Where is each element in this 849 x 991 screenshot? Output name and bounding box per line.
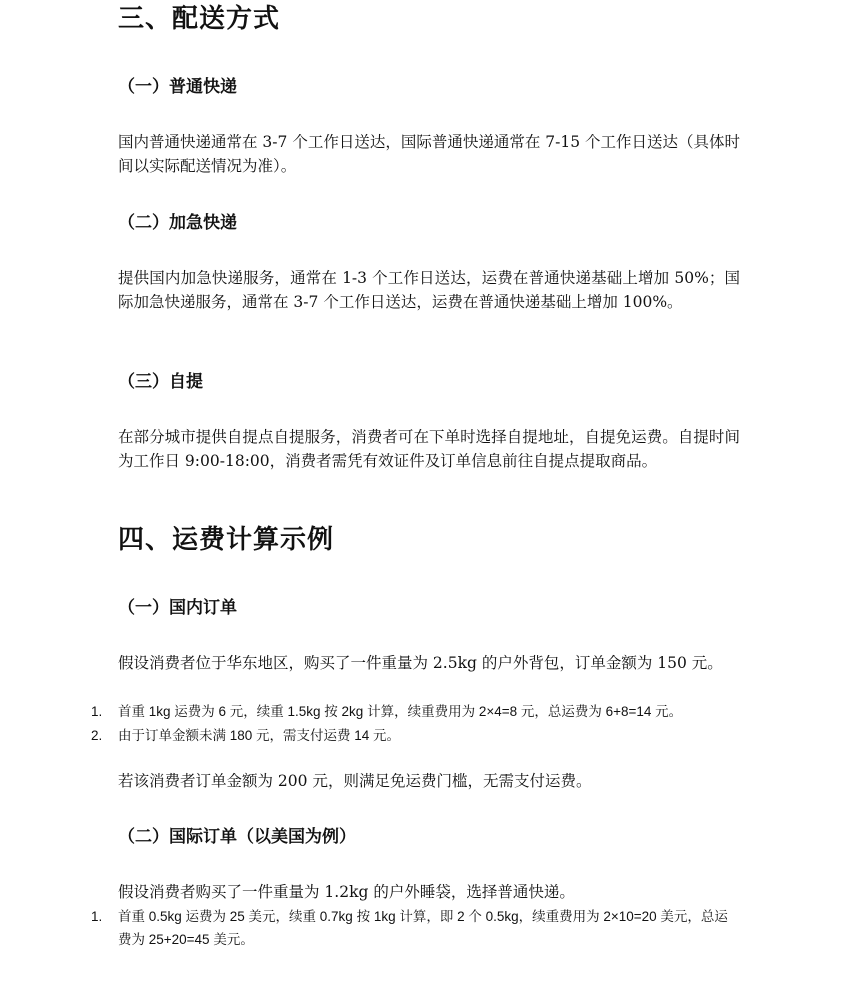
list-item: [91, 700, 740, 723]
paragraph: 若该消费者订单金额为 200 元，则满足免运费门槛，无需支付运费。: [118, 772, 592, 790]
list-number: 2.: [91, 728, 103, 743]
section-3-title: 三、配送方式: [118, 4, 281, 34]
paragraph: 假设消费者位于华东地区，购买了一件重量为 2.5kg 的户外背包，订单金额为 150 元。: [118, 654, 723, 672]
list-item-text: 首重 1kg 运费为 6 元，续重 1.5kg 按 2kg 计算，续重费用为 2×4=8 元，总运费为 6+8=14 元。: [118, 704, 683, 719]
paragraph: 提供国内加急快递服务，通常在 1-3 个工作日送达，运费在普通快递基础上增加 50%；国际加急快递服务，通常在 3-7 个工作日送达，运费在普通快递基础上增加 100%。: [118, 269, 740, 311]
paragraph: 在部分城市提供自提点自提服务，消费者可在下单时选择自提地址，自提免运费。自提时间为工作日 9:00-18:00，消费者需凭有效证件及订单信息前往自提点提取商品。: [118, 428, 740, 470]
numbered-list: [91, 700, 740, 747]
list-number: 1.: [91, 909, 103, 924]
subsection-heading: （二）加急快递: [118, 213, 237, 233]
subsection-heading: （一）普通快递: [118, 77, 237, 97]
list-item: [91, 724, 740, 747]
subsection-heading: （三）自提: [118, 372, 203, 392]
subsection-heading: （一）国内订单: [118, 598, 237, 618]
subsection-heading: （二）国际订单（以美国为例）: [118, 827, 356, 847]
paragraph: 国内普通快递通常在 3-7 个工作日送达，国际普通快递通常在 7-15 个工作日送达（具体时间以实际配送情况为准）。: [118, 133, 740, 175]
list-item-text: 首重 0.5kg 运费为 25 美元，续重 0.7kg 按 1kg 计算，即 2 个 0.5kg，续重费用为 2×10=20 美元，总运费为 25+20=45 美元。: [118, 909, 728, 947]
paragraph: 假设消费者购买了一件重量为 1.2kg 的户外睡袋，选择普通快递。: [118, 883, 575, 901]
numbered-list: [91, 905, 740, 951]
list-number: 1.: [91, 704, 103, 719]
list-item: [91, 905, 740, 951]
list-item-text: 由于订单金额未满 180 元，需支付运费 14 元。: [118, 728, 401, 743]
section-4-title: 四、运费计算示例: [118, 525, 335, 555]
